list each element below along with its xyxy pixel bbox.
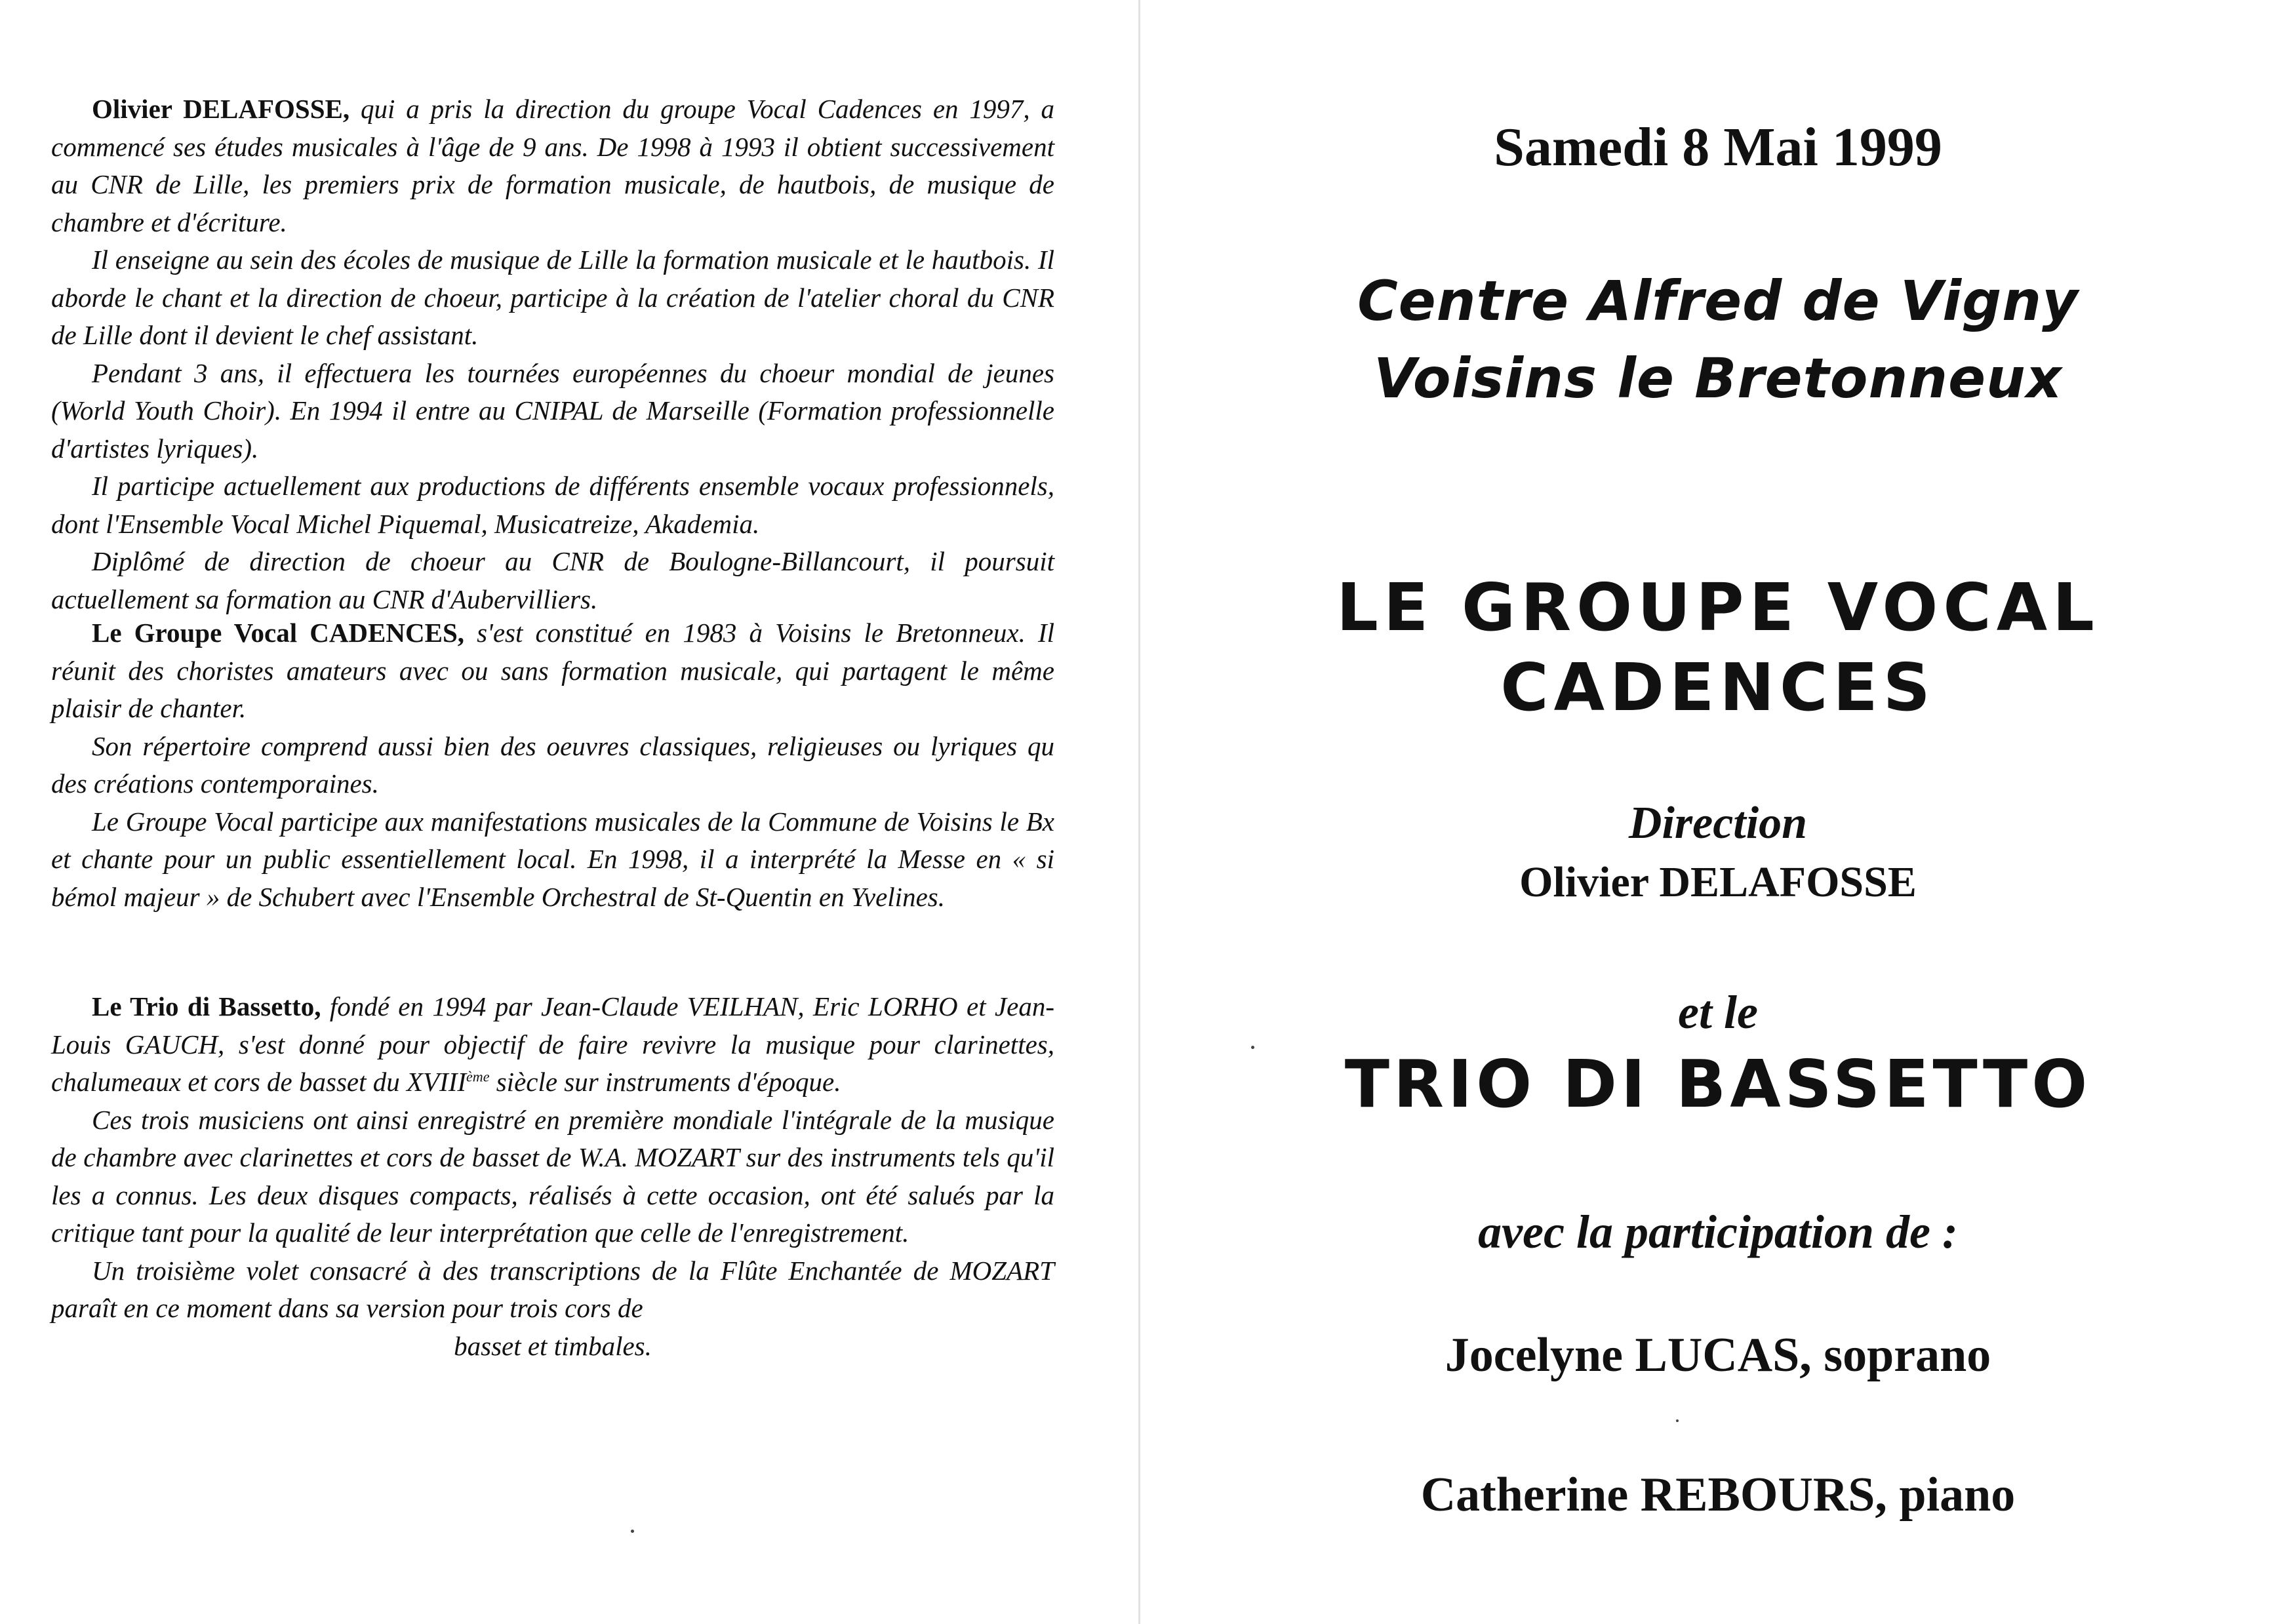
bio-paragraph: basset et timbales. xyxy=(454,1330,652,1361)
venue-town: Voisins le Bretonneux xyxy=(1373,346,2063,410)
bio-text: qui a pris la direction du groupe Vocal Cadences en 1997, a commencé ses études musicales à l'âge de 9 ans. De 1998 à 1993 il obtient successivement au CNR de Lille, les premiers prix de formation musicale, de hautbois, de musique de chambre et d'écriture. xyxy=(51,94,1054,237)
trio-name: TRIO DI BASSETTO xyxy=(1344,1046,2092,1122)
bio-paragraph: Ces trois musiciens ont ainsi enregistré en première mondiale l'intégrale de la musique de chambre avec clarinettes et cors de basset de W.A. MOZART sur des instruments tels qu'il les a connus. Les deux disques compacts, réalisés à cette occasion, ont été salués par la critique tant pour la qualité de leur interprétation que celle de l'enregistrement. xyxy=(51,1104,1054,1248)
group-title: CADENCES xyxy=(1500,649,1936,726)
superscript: ème xyxy=(466,1068,490,1085)
bio-paragraph: Le Groupe Vocal participe aux manifestations musicales de la Commune de Voisins le Bx et chante pour un public essentiellement local. En 1998, il a interprété la Messe en « si bémol majeur » de Schubert avec l'Ensemble Orchestral de St-Quentin en Yvelines. xyxy=(51,806,1054,912)
bio-lead: Olivier DELAFOSSE, xyxy=(92,94,350,124)
bio-paragraph xyxy=(51,90,1054,241)
bio-paragraph: Diplômé de direction de choeur au CNR de Boulogne-Billancourt, il poursuit actuellement sa formation au CNR d'Aubervilliers. xyxy=(51,546,1054,614)
soloist-soprano: Jocelyne LUCAS, soprano xyxy=(1445,1328,1991,1382)
director-name: Olivier DELAFOSSE xyxy=(1519,858,1917,906)
left-page xyxy=(0,0,1138,1624)
venue-name: Centre Alfred de Vigny xyxy=(1357,269,2079,333)
bio-delafosse xyxy=(51,90,1054,618)
participation-label: avec la participation de : xyxy=(1478,1206,1958,1258)
bio-paragraph: Un troisième volet consacré à des transcriptions de la Flûte Enchantée de MOZART paraît en ce moment dans sa version pour trois cors de xyxy=(51,1255,1054,1323)
group-title: LE GROUPE VOCAL xyxy=(1336,569,2100,646)
bio-lead: Le Groupe Vocal CADENCES, xyxy=(92,618,464,648)
soloist-piano: Catherine REBOURS, piano xyxy=(1420,1468,2016,1522)
print-speck xyxy=(631,1530,634,1533)
print-speck xyxy=(1676,1419,1679,1422)
concert-date: Samedi 8 Mai 1999 xyxy=(1494,117,1942,178)
bio-paragraph: Il participe actuellement aux productions de différents ensemble vocaux professionnels, dont l'Ensemble Vocal Michel Piquemal, Musicatreize, Akademia. xyxy=(51,471,1054,539)
bio-paragraph: Son répertoire comprend aussi bien des oeuvres classiques, religieuses ou lyriques qu des créations contemporaines. xyxy=(51,730,1054,799)
bio-lead: Le Trio di Bassetto, xyxy=(92,991,321,1021)
fold-line xyxy=(1138,0,1140,1624)
bio-paragraph xyxy=(51,614,1054,728)
bio-paragraph xyxy=(51,988,1054,1101)
bio-text: siècle sur instruments d'époque. xyxy=(489,1067,841,1097)
bio-cadences xyxy=(51,614,1054,916)
bio-paragraph: Il enseigne au sein des écoles de musique de Lille la formation musicale et le hautbois. Il aborde le chant et la direction de choeur, participe à la création de l'atelier choral du CNR de Lille dont il devient le chef assistant. xyxy=(51,245,1054,350)
direction-label: Direction xyxy=(1628,798,1808,848)
bio-paragraph: Pendant 3 ans, il effectuera les tournées européennes du choeur mondial de jeunes (World Youth Choir). En 1994 il entre au CNIPAL de Marseille (Formation professionnelle d'artistes lyriques). xyxy=(51,357,1054,464)
right-page xyxy=(1141,0,2295,1624)
and-label: et le xyxy=(1678,986,1758,1039)
bio-bassetto xyxy=(51,988,1054,1365)
bio-text: fondé en 1994 par Jean-Claude VEILHAN, Eric LORHO et Jean-Louis GAUCH, s'est donné pour objectif de faire revivre la musique pour clarinettes, chalumeaux et cors de basset du XVIII xyxy=(51,991,1054,1097)
bio-text: s'est constitué en 1983 à Voisins le Bretonneux. Il réunit des choristes amateurs avec ou sans formation musicale, qui partagent le même plaisir de chanter. xyxy=(51,618,1054,723)
